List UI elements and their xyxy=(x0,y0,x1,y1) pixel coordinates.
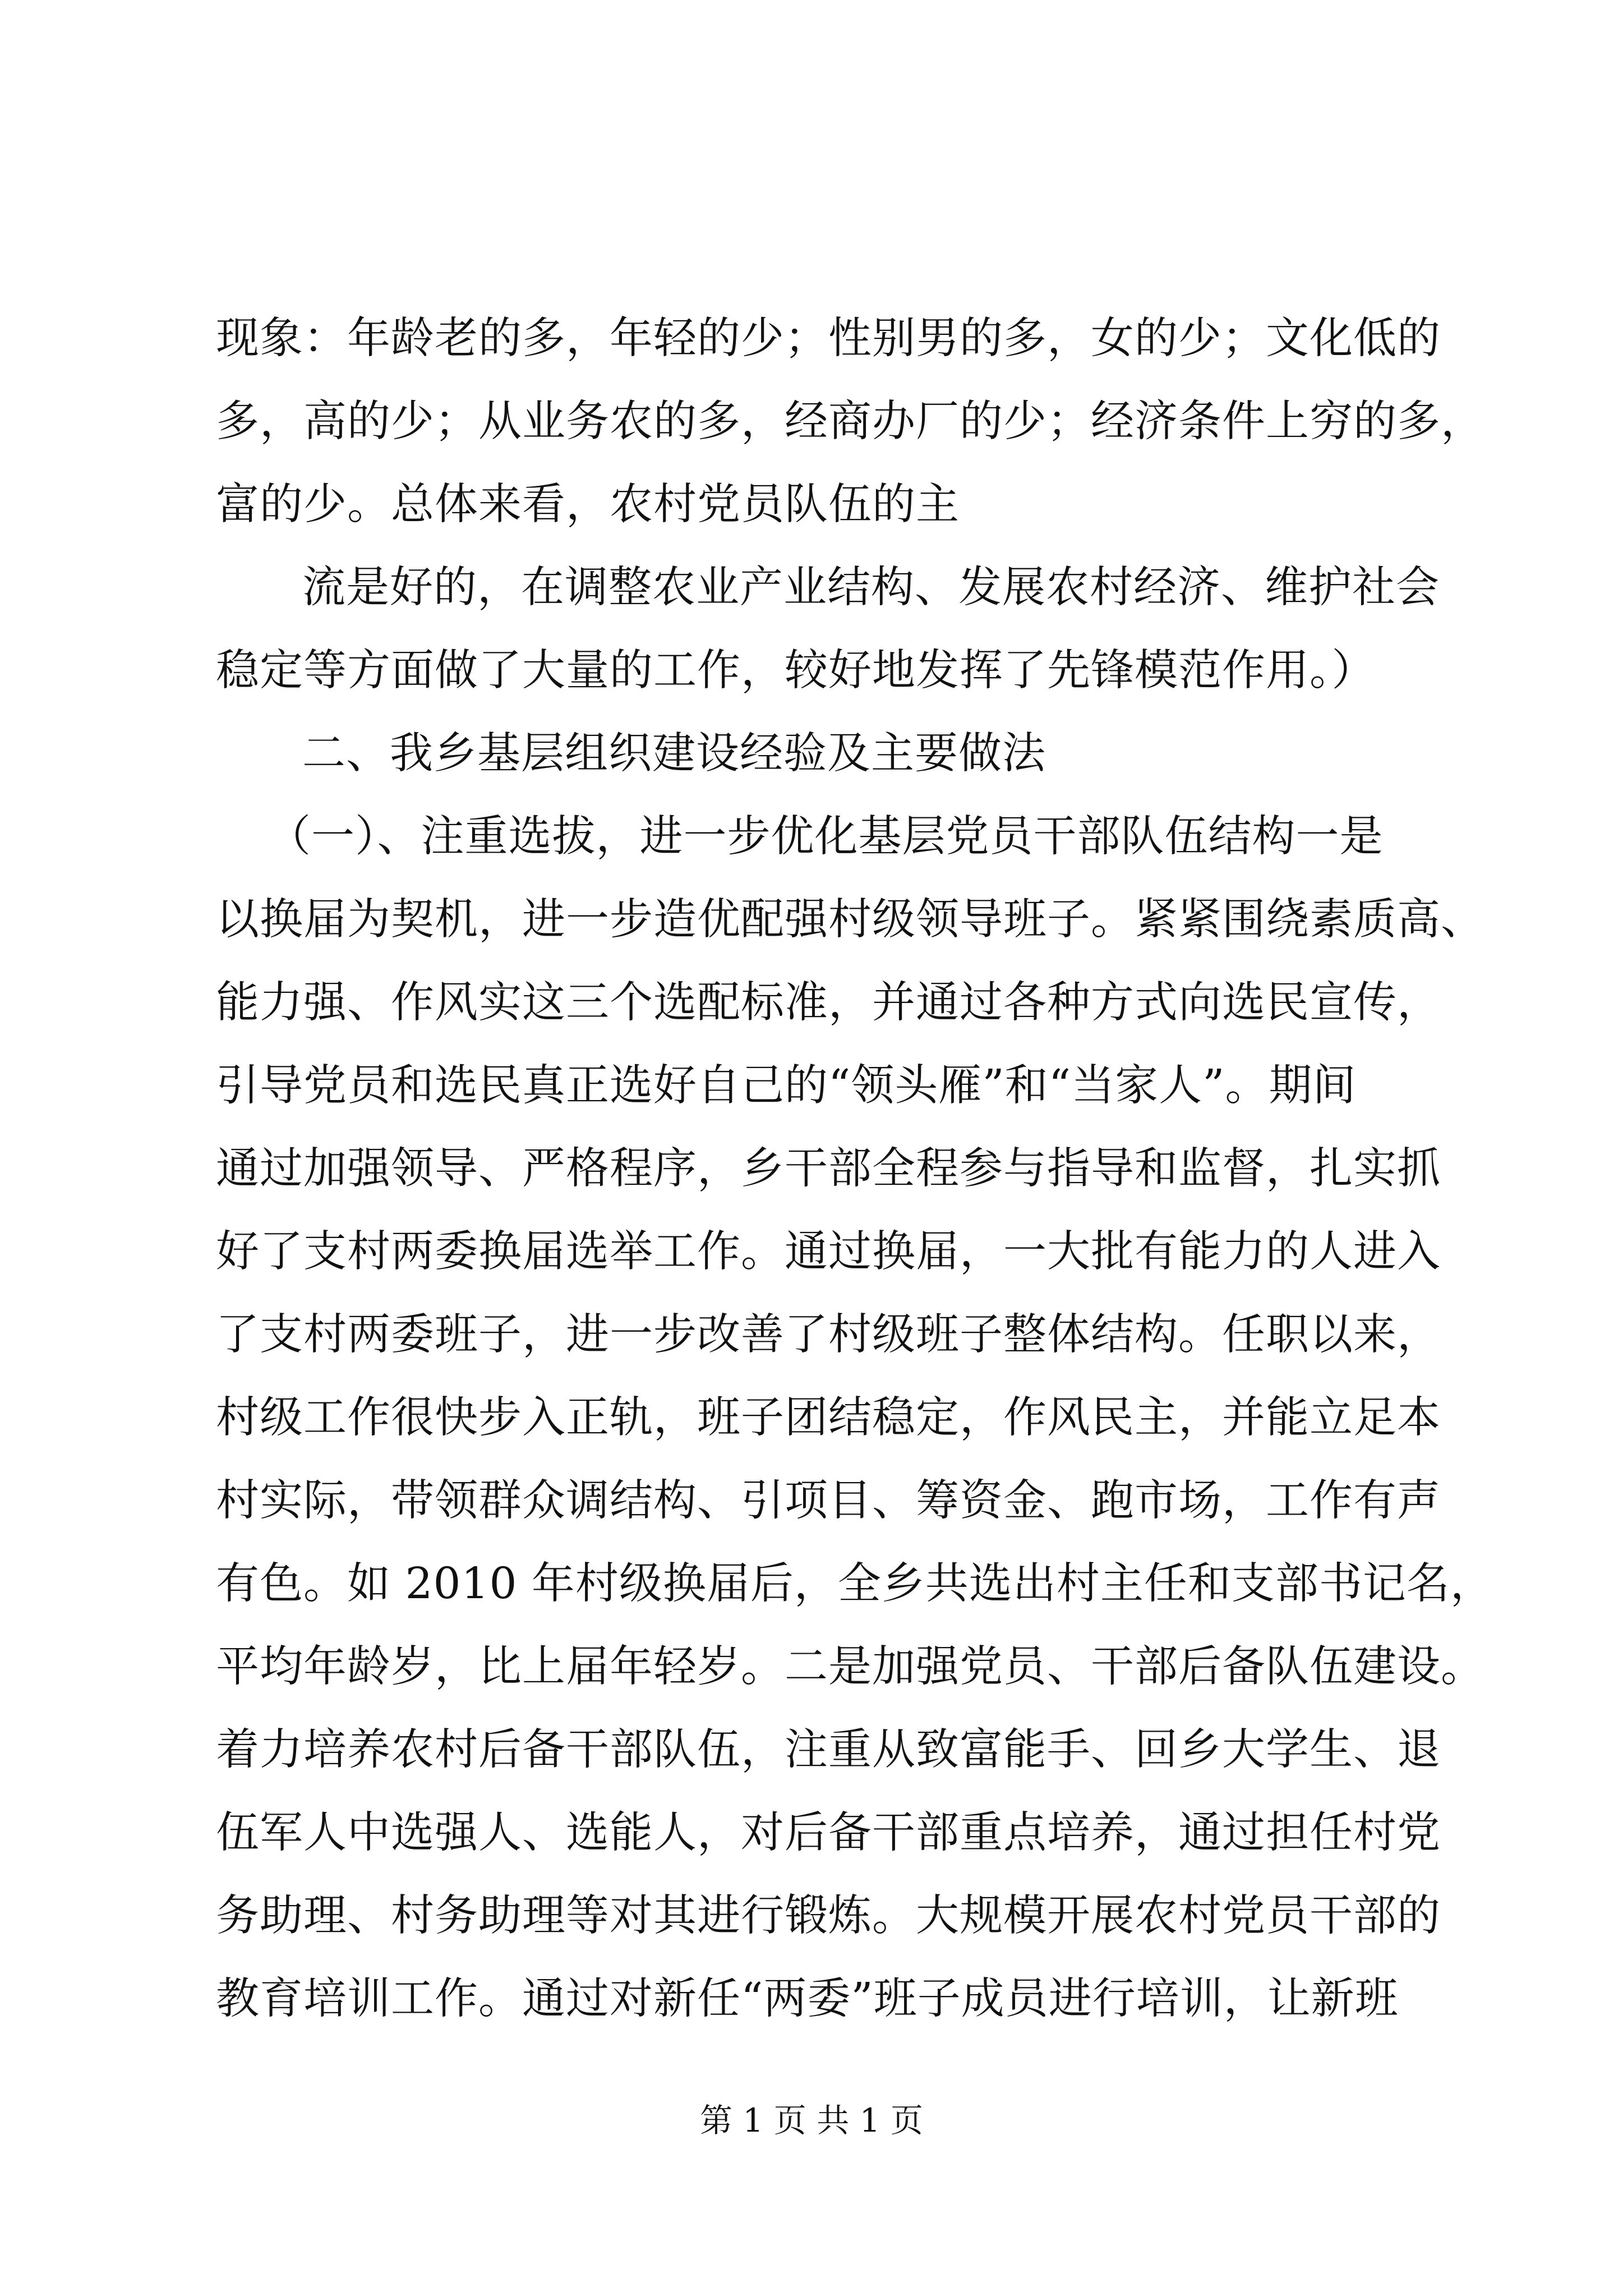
text-line-13: 了支村两委班子，进一步改善了村级班子整体结构。任职以来， xyxy=(216,1310,1441,1360)
text-line-18: 着力培养农村后备干部队伍，注重从致富能手、回乡大学生、退 xyxy=(216,1725,1441,1775)
text-line-15: 村实际，带领群众调结构、引项目、筹资金、跑市场，工作有声 xyxy=(216,1476,1441,1526)
text-line-17: 平均年龄岁，比上届年轻岁。二是加强党员、干部后备队伍建设。 xyxy=(216,1642,1484,1692)
text-line-3: 富的少。总体来看，农村党员队伍的主 xyxy=(216,480,960,530)
text-line-1: 现象：年龄老的多，年轻的少；性别男的多，女的少；文化低的 xyxy=(216,314,1441,364)
text-line-5: 稳定等方面做了大量的工作，较好地发挥了先锋模范作用。） xyxy=(216,646,1376,696)
page-number-footer: 第 1 页 共 1 页 xyxy=(700,2101,923,2139)
subsection-heading: （一）、注重选拔，进一步优化基层党员干部队伍结构一是 xyxy=(268,812,1384,862)
text-line-21: 教育培训工作。通过对新任“两委”班子成员进行培训，让新班 xyxy=(216,1974,1399,2024)
section-heading: 二、我乡基层组织建设经验及主要做法 xyxy=(302,729,1046,779)
document-body xyxy=(216,297,1494,2041)
text-line-11: 通过加强领导、严格程序，乡干部全程参与指导和监督，扎实抓 xyxy=(216,1144,1441,1194)
text-line-9: 能力强、作风实这三个选配标准，并通过各种方式向选民宣传， xyxy=(216,978,1441,1028)
text-line-12: 好了支村两委换届选举工作。通过换届，一大批有能力的人进入 xyxy=(216,1227,1441,1277)
text-line-10: 引导党员和选民真正选好自己的“领头雁”和“当家人”。期间 xyxy=(216,1061,1357,1111)
text-line-14: 村级工作很快步入正轨，班子团结稳定，作风民主，并能立足本 xyxy=(216,1393,1441,1443)
text-line-4: 流是好的，在调整农业产业结构、发展农村经济、维护社会 xyxy=(302,563,1440,613)
text-line-8: 以换届为契机，进一步造优配强村级领导班子。紧紧围绕素质高、 xyxy=(216,895,1484,945)
text-line-16: 有色。如 2010 年村级换届后，全乡共选出村主任和支部书记名， xyxy=(216,1559,1494,1609)
text-line-19: 伍军人中选强人、选能人，对后备干部重点培养，通过担任村党 xyxy=(216,1808,1441,1858)
text-line-20: 务助理、村务助理等对其进行锻炼。大规模开展农村党员干部的 xyxy=(216,1891,1441,1941)
text-line-2: 多，高的少；从业务农的多，经商办厂的少；经济条件上穷的多， xyxy=(216,397,1484,447)
